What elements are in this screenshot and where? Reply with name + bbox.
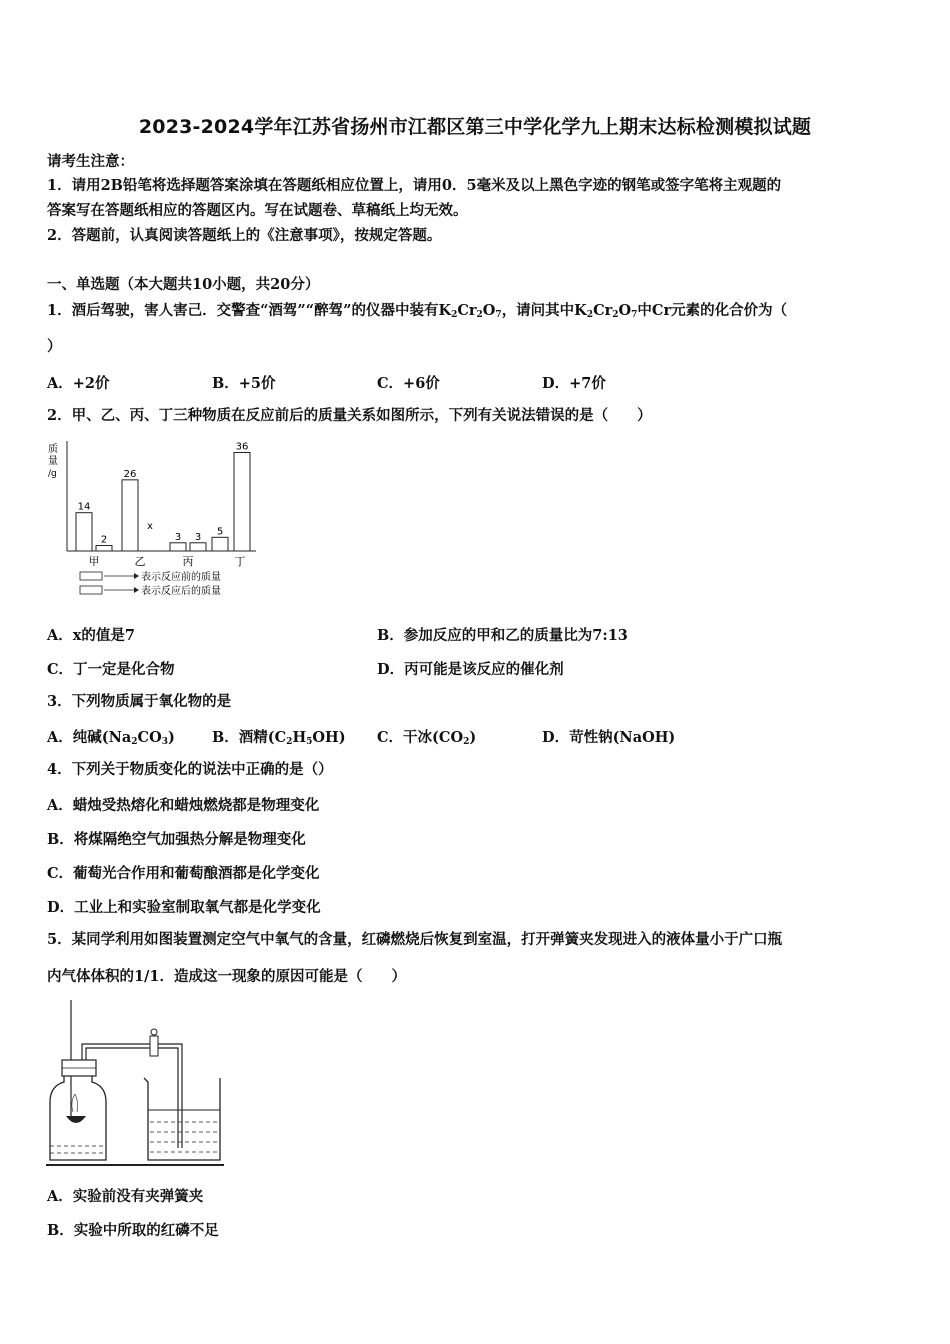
- question-5-stem-cont: 内气体体积的1/1．造成这一现象的原因可能是（ ）: [47, 968, 406, 985]
- question-4-stem: 4．下列关于物质变化的说法中正确的是（）: [47, 761, 333, 778]
- page-title: 2023-2024学年江苏省扬州市江都区第三中学化学九上期末达标检测模拟试题: [138, 116, 812, 138]
- q2-option-b: B．参加反应的甲和乙的质量比为7:13: [377, 627, 628, 644]
- legend-after-swatch: [80, 586, 102, 594]
- bar-丁-before: [212, 537, 228, 551]
- chart-ylabel-3: /g: [48, 469, 57, 479]
- legend-before-swatch: [80, 572, 102, 580]
- notice-item-1-cont: 答案写在答题纸相应的答题区内。写在试题卷、草稿纸上均无效。: [47, 202, 468, 219]
- q2-option-a: A．x的值是7: [47, 627, 135, 644]
- q2-option-c: C．丁一定是化合物: [47, 661, 175, 678]
- q1-option-c: C．+6价: [377, 375, 440, 392]
- q1-option-b: B．+5价: [212, 375, 276, 392]
- apparatus-diagram: [44, 998, 229, 1170]
- question-5-stem: 5．某同学利用如图装置测定空气中氧气的含量，红磷燃烧后恢复到室温，打开弹簧夹发现进入的液体量小于广口瓶: [47, 931, 783, 948]
- glass-tube: [82, 1044, 182, 1148]
- notice-item-2: 2．答题前，认真阅读答题纸上的《注意事项》，按规定答题。: [47, 227, 442, 244]
- bar-label-甲-before: 14: [77, 501, 91, 513]
- q3-option-a: A．纯碱$(Na_2CO_3)$: [47, 729, 175, 747]
- legend-before-arrowhead: [134, 573, 139, 579]
- bar-label-丙-before: 3: [174, 531, 182, 543]
- category-label-乙: 乙: [134, 555, 146, 568]
- section-heading: 一、单选题（本大题共10小题，共20分）: [47, 276, 320, 293]
- chart-ylabel-1: 质: [48, 444, 58, 455]
- q4-option-d: D．工业上和实验室制取氧气都是化学变化: [47, 899, 321, 916]
- q3-option-b: B．酒精$(C_2H_5OH)$: [212, 729, 346, 747]
- bar-label-甲-after: 2: [100, 534, 108, 546]
- q4-option-c: C．葡萄光合作用和葡萄酿酒都是化学变化: [47, 865, 320, 882]
- q4-option-b: B．将煤隔绝空气加强热分解是物理变化: [47, 831, 306, 848]
- q1-option-a: A．+2价: [47, 375, 110, 392]
- bar-label-乙-before: 26: [123, 468, 137, 480]
- combustion-spoon: [66, 1116, 86, 1123]
- notice-item-1: 1．请用2B铅笔将选择题答案涂填在答题纸相应位置上，请用0．5毫米及以上黑色字迹的钢笔或签字笔将主观题的: [47, 177, 782, 194]
- bar-甲-before: [76, 513, 92, 551]
- q5-option-b: B．实验中所取的红磷不足: [47, 1222, 219, 1239]
- bar-丙-after: [190, 543, 206, 551]
- spring-clamp: [150, 1036, 158, 1056]
- bar-丁-after: [234, 452, 250, 551]
- q4-option-a: A．蜡烛受热熔化和蜡烛燃烧都是物理变化: [47, 797, 320, 814]
- legend-after-arrowhead: [134, 587, 139, 593]
- q5-option-a: A．实验前没有夹弹簧夹: [47, 1188, 204, 1205]
- bar-label-丁-after: 36: [235, 441, 249, 453]
- question-1-stem: 1．酒后驾驶，害人害己．交警查“酒驾”“醉驾”的仪器中装有$K_2Cr_2O_7$，请问其中$K_2Cr_2O_7$中Cr元素的化合价为（: [47, 302, 788, 320]
- bar-丙-before: [170, 543, 186, 551]
- mass-bar-chart: [44, 436, 259, 600]
- question-3-stem: 3．下列物质属于氧化物的是: [47, 693, 232, 710]
- legend-after-label: 表示反应后的质量: [141, 586, 221, 597]
- notice-heading: 请考生注意：: [47, 153, 134, 170]
- bar-甲-after: [96, 546, 112, 551]
- q3-option-c: C．干冰$(CO_2)$: [377, 729, 477, 747]
- bar-乙-before: [122, 480, 138, 551]
- category-label-甲: 甲: [88, 555, 100, 568]
- bar-label-乙-after: x: [147, 521, 153, 533]
- bar-label-丙-after: 3: [194, 531, 202, 543]
- category-label-丁: 丁: [234, 555, 246, 568]
- q2-option-d: D．丙可能是该反应的催化剂: [377, 661, 564, 678]
- category-label-丙: 丙: [182, 555, 194, 568]
- bar-label-丁-before: 5: [216, 526, 224, 538]
- legend-before-label: 表示反应前的质量: [141, 572, 221, 583]
- question-2-stem: 2．甲、乙、丙、丁三种物质在反应前后的质量关系如图所示，下列有关说法错误的是（ ）: [47, 407, 652, 424]
- question-1-stem-cont: ）: [47, 338, 62, 355]
- q1-option-d: D．+7价: [542, 375, 606, 392]
- q3-option-d: D．苛性钠(NaOH): [542, 729, 676, 746]
- chart-ylabel-2: 量: [48, 456, 58, 467]
